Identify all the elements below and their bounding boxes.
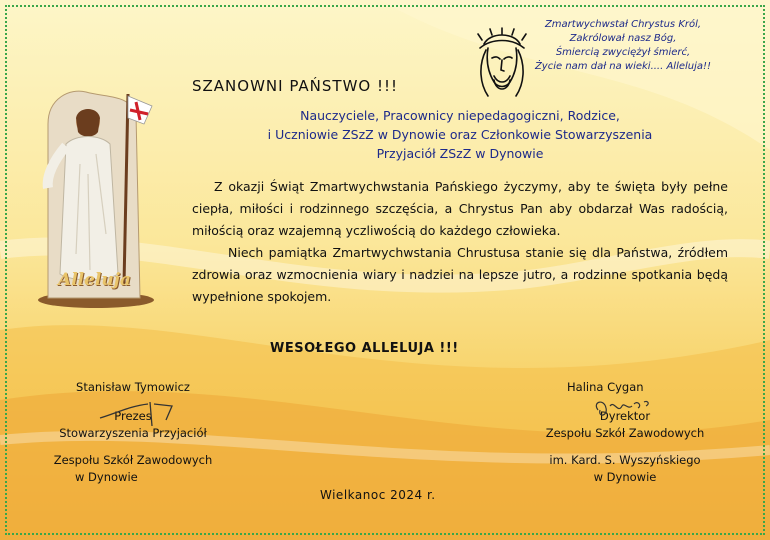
poem-line: Zmartwychwstał Chrystus Król, xyxy=(544,19,702,30)
poem-line: Zakrólował nasz Bóg, xyxy=(569,33,677,44)
place-date: Wielkanoc 2024 r. xyxy=(320,488,436,502)
signatory-title: im. Kard. S. Wyszyńskiego xyxy=(549,453,701,467)
signatory-title: Zespołu Szkół Zawodowych xyxy=(545,426,705,440)
signatory-name: Stanisław Tymowicz xyxy=(76,380,190,394)
statue-caption: Alleluja xyxy=(58,270,131,290)
easter-wish: WESOŁEGO ALLELUJA !!! xyxy=(270,341,459,356)
signature-right xyxy=(588,396,658,422)
signatory-title: w Dynowie xyxy=(593,470,657,484)
poem-block xyxy=(498,18,748,74)
signatory-title: w Dynowie xyxy=(75,470,138,484)
signatory-title: Prezes xyxy=(114,409,152,423)
jesus-crown-of-thorns-icon xyxy=(470,26,534,100)
audience-line: i Uczniowie ZSzZ w Dynowie oraz Członkowie Stowarzyszenia xyxy=(267,127,653,142)
poem-line: Śmiercią zwyciężył śmierć, xyxy=(555,47,691,58)
signatory-name: Halina Cygan xyxy=(567,380,644,394)
signatory-title: Stowarzyszenia Przyjaciół xyxy=(59,426,207,440)
message-paragraph: Z okazji Świąt Zmartwychwstania Pańskiego życzymy, aby te święta były pełne ciepła, miłości i rodzinnego szczęścia, a Chrystus Pan aby obdarzał Was radością, miłością oraz wzajemną yczliwością do każdego człowieka. xyxy=(192,179,728,238)
greeting-heading: SZANOWNI PAŃSTWO !!! xyxy=(192,77,399,95)
audience-block xyxy=(200,106,720,163)
poem-line: Życie nam dał na wieki.... Alleluja!! xyxy=(534,61,712,72)
audience-line: Nauczyciele, Pracownicy niepedagogiczni, Rodzice, xyxy=(300,108,620,123)
signatory-left xyxy=(28,379,238,486)
message-paragraph: Niech pamiątka Zmartwychwstania Chrustusa stanie się dla Państwa, źródłem zdrowia oraz wzmocnienia wiary i nadziei na lepsze jutro, a rodzinne spotkania będą wypełnione spokojem. xyxy=(192,245,728,304)
signature-left xyxy=(96,398,186,430)
audience-line: Przyjaciół ZSzZ w Dynowie xyxy=(376,146,544,161)
message-body xyxy=(192,176,728,308)
signatory-title: Zespołu Szkół Zawodowych xyxy=(53,453,213,467)
signatory-title: Dyrektor xyxy=(599,409,651,423)
